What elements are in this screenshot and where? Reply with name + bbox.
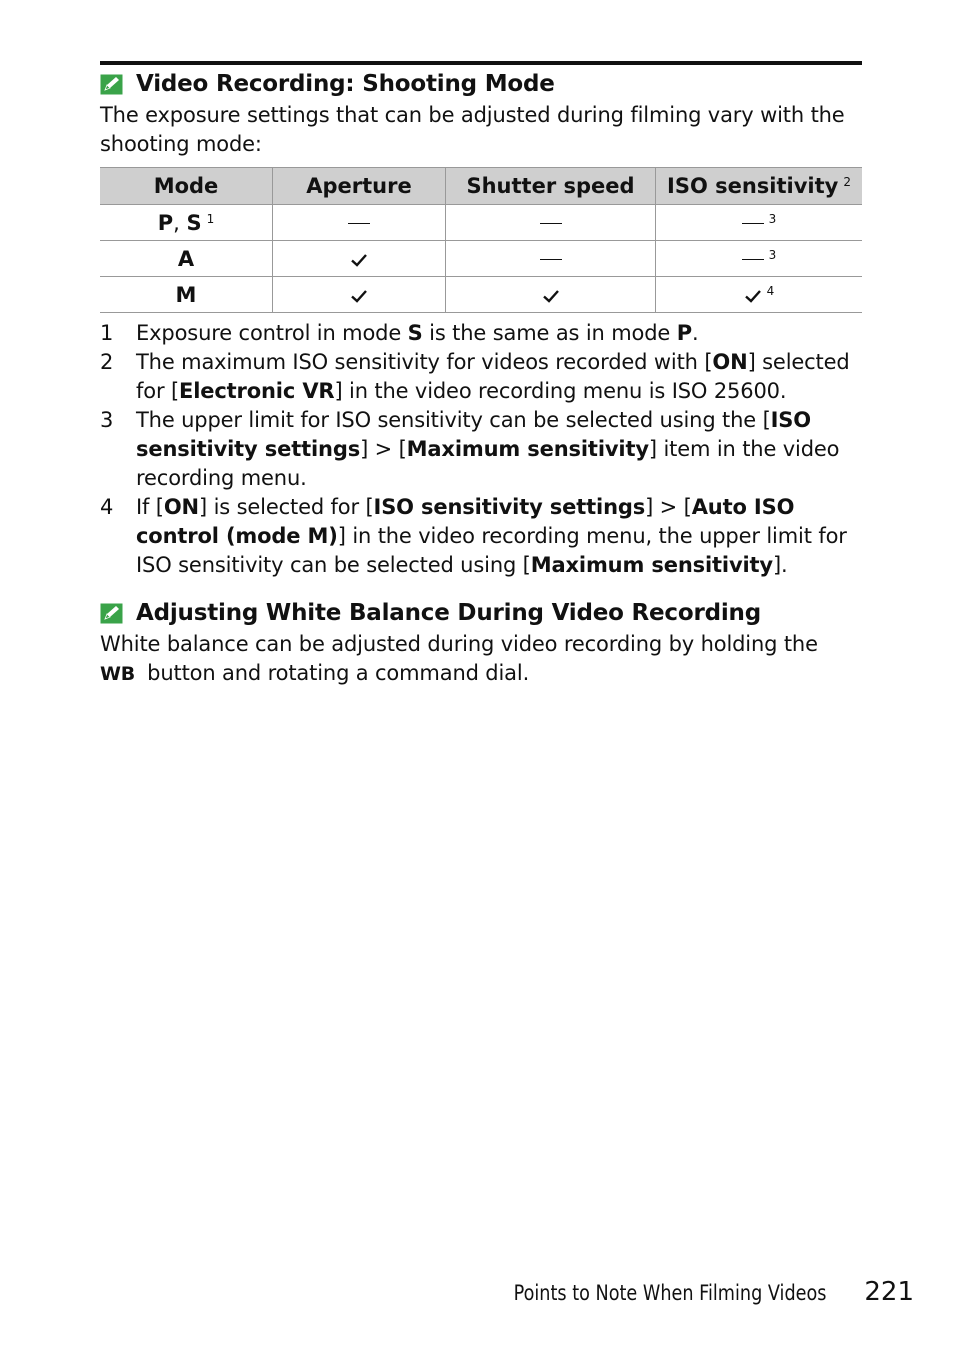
header-shutter-speed: Shutter speed — [446, 168, 656, 205]
footnote-text: The maximum ISO sensitivity for videos recorded with [ON] selected for [Electronic VR] in the video recording menu is ISO 25600. — [136, 350, 850, 403]
footnote-number: 4 — [100, 495, 114, 519]
cell-iso — [656, 205, 863, 241]
dash-icon — [540, 259, 562, 260]
footnote-text: The upper limit for ISO sensitivity can be selected using the [ISO sensitivity settings] > [Maximum sensitivity] item in the video recording menu. — [136, 408, 840, 490]
pencil-icon — [100, 603, 123, 624]
footnote-ref: 3 — [768, 211, 777, 226]
check-icon — [542, 289, 560, 303]
wb-button-label: WB — [100, 663, 136, 685]
shooting-mode-table — [100, 167, 862, 313]
section2-heading — [100, 600, 761, 626]
section1-title: Video Recording: Shooting Mode — [136, 71, 555, 97]
check-icon — [350, 289, 368, 303]
section2-text-after: button and rotating a command dial. — [147, 661, 530, 685]
section2-text-before: White balance can be adjusted during video recording by holding the — [100, 632, 818, 656]
footnotes-list — [100, 319, 862, 580]
footnote-number: 2 — [100, 350, 114, 374]
footnote-item — [100, 406, 862, 493]
header-iso-sensitivity: ISO sensitivity $^2$ — [656, 168, 863, 205]
footnote-ref: 1 — [206, 211, 215, 226]
footnote-number: 1 — [100, 321, 114, 345]
cell-aperture — [273, 277, 446, 313]
check-icon — [350, 253, 368, 267]
footnote-item — [100, 348, 862, 406]
footnote-number: 3 — [100, 408, 114, 432]
table-row — [100, 205, 862, 241]
page-number: 221 — [864, 1277, 914, 1307]
dash-icon — [348, 223, 370, 224]
cell-mode: A — [100, 241, 273, 277]
page-footer — [513, 1277, 914, 1307]
check-icon — [744, 289, 762, 303]
cell-mode: M — [100, 277, 273, 313]
footnote-ref: 3 — [768, 247, 777, 262]
cell-aperture — [273, 241, 446, 277]
cell-iso — [656, 277, 863, 313]
cell-iso — [656, 241, 863, 277]
footnote-ref: 4 — [766, 283, 775, 298]
cell-aperture — [273, 205, 446, 241]
cell-shutter — [446, 205, 656, 241]
cell-shutter — [446, 241, 656, 277]
section1-heading — [100, 71, 555, 97]
cell-mode: P, S $^1$ — [100, 205, 273, 241]
table-row — [100, 241, 862, 277]
footnote-item — [100, 319, 862, 348]
table-header-row — [100, 168, 862, 205]
dash-icon — [742, 259, 764, 260]
footnote-ref: 2 — [843, 175, 851, 189]
header-aperture: Aperture — [273, 168, 446, 205]
section2-title: Adjusting White Balance During Video Recording — [136, 600, 761, 626]
section1-intro: The exposure settings that can be adjusted during filming vary with the shooting mode: — [100, 103, 845, 156]
dash-icon — [742, 223, 764, 224]
cell-shutter — [446, 277, 656, 313]
footer-title: Points to Note When Filming Videos — [513, 1281, 827, 1305]
footnote-item — [100, 493, 862, 580]
footnote-text: If [ON] is selected for [ISO sensitivity settings] > [Auto ISO control (mode M)] in the video recording menu, the upper limit for ISO sensitivity can be selected using [Maximum sensitivity]. — [136, 495, 847, 577]
footnote-text: Exposure control in mode S is the same as in mode P. — [136, 321, 699, 345]
section2-text — [100, 630, 862, 689]
top-rule — [100, 61, 862, 65]
table-row — [100, 277, 862, 313]
dash-icon — [540, 223, 562, 224]
header-mode: Mode — [100, 168, 273, 205]
pencil-icon — [100, 74, 123, 95]
